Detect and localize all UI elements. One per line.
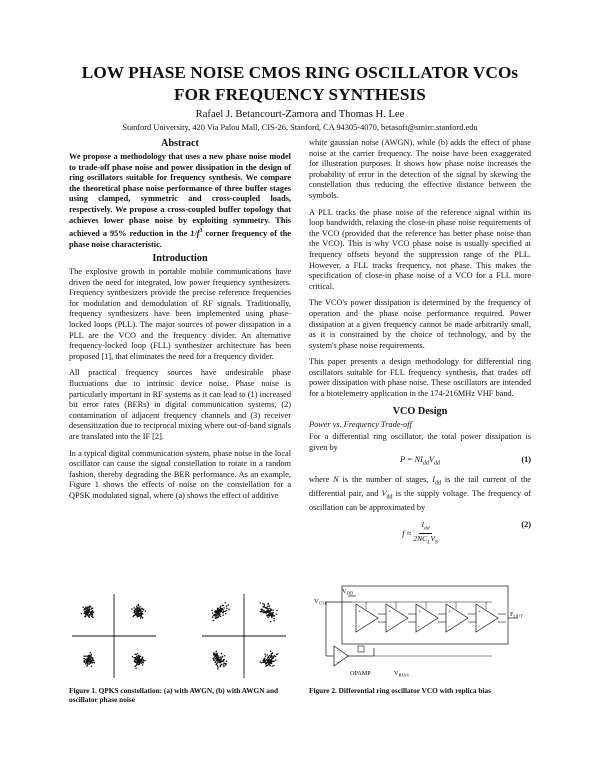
constellation-point [90, 661, 92, 663]
constellation-point [85, 614, 87, 616]
constellation-point [89, 663, 91, 665]
constellation-point [272, 609, 274, 611]
equation-1: $P = NI_{dd}V_{dd}$ (1) [399, 455, 531, 468]
vbias-label: $V_{BIAS}$ [394, 670, 409, 678]
constellation-point [217, 659, 219, 661]
constellation-point [224, 611, 226, 613]
constellation-point [266, 608, 268, 610]
intro-paragraph-3: In a typical digital communication system, phase noise in the local oscillator can cause the signal constellation to rotate in a random fashion, thereby degrading the BER performance. As an example, Figure 1 shows the effects of noise on the constellation for a QPSK modulated signal, where (a) shows the effect of additive [69, 448, 291, 500]
constellation-point [223, 666, 225, 668]
constellation-point [219, 662, 221, 664]
constellation-point [86, 660, 88, 662]
constellation-point [83, 660, 85, 662]
constellation-point [226, 607, 228, 609]
stage-minus: - [478, 625, 480, 630]
constellation-point [266, 665, 268, 667]
constellation-point [83, 612, 85, 614]
constellation-point [83, 609, 85, 611]
fout-label: $F_{OUT}$ [510, 611, 523, 619]
constellation-point [267, 662, 269, 664]
equation-1-number: (1) [521, 455, 531, 465]
constellation-point [213, 620, 215, 622]
constellation-point [212, 616, 214, 618]
constellation-point [215, 664, 217, 666]
constellation-point [224, 602, 226, 604]
constellation-point [135, 667, 137, 669]
constellation-point [88, 658, 90, 660]
constellation-point [88, 655, 90, 657]
constellation-point [134, 607, 136, 609]
constellation-point [139, 660, 141, 662]
constellation-point [223, 610, 225, 612]
constellation-point [132, 656, 134, 658]
opamp-label: OPAMP [350, 670, 371, 677]
constellation-point [272, 652, 274, 654]
constellation-point [276, 610, 278, 612]
constellation-point [261, 611, 263, 613]
constellation-point [273, 618, 275, 620]
constellation-point [270, 612, 272, 614]
constellation-point [86, 607, 88, 609]
constellation-point [271, 665, 273, 667]
vco-paragraph-2: where N is the number of stages, $I_{dd}$ is the tail current of the differential pair, and $V_{dd}$ is the supply voltage. The frequency of oscillation can be approximated by [309, 474, 531, 513]
constellation-point [261, 662, 263, 664]
constellation-point [220, 605, 222, 607]
right-paragraph-3: The VCO's power dissipation is determined by the frequency of operation and the phase noise performance required. Power dissipation at a given frequency cannot be made arbitrarily small, as it is constrained by the choice of technology, and by the system's phase noise requirements. [309, 298, 531, 350]
constellation-point [81, 613, 83, 615]
figure-2-caption: Figure 2. Differential ring oscillator VCO with replica bias [309, 686, 491, 695]
constellation-point [90, 613, 92, 615]
constellation-point [222, 611, 224, 613]
constellation-point [94, 662, 96, 664]
constellation-point [134, 611, 136, 613]
figure-1-caption: Figure 1. QPKS constellation: (a) with AWGN, (b) with AWGN and oscillator phase noise [69, 686, 279, 705]
equation-2: f ≈ $\frac{I_{dd}}{2NC_LV_S}$ (2) [402, 519, 531, 546]
constellation-point [217, 657, 219, 659]
stage-plus: + [358, 610, 361, 615]
constellation-point [85, 655, 87, 657]
constellation-point [271, 661, 273, 663]
constellation-point [266, 663, 268, 665]
constellation-point [264, 653, 266, 655]
constellation-point [140, 610, 142, 612]
constellation-point [268, 662, 270, 664]
stage-plus: + [478, 610, 481, 615]
constellation-point [269, 658, 271, 660]
constellation-point [270, 651, 272, 653]
constellation-point [226, 660, 228, 662]
constellation-point [217, 668, 219, 670]
constellation-point [138, 655, 140, 657]
constellation-point [225, 613, 227, 615]
constellation-point [134, 665, 136, 667]
constellation-point [270, 657, 272, 659]
constellation-point [86, 615, 88, 617]
constellation-point [85, 611, 87, 613]
constellation-point [84, 615, 86, 617]
constellation-point [215, 654, 217, 656]
constellation-point [269, 615, 271, 617]
constellation-point [228, 604, 230, 606]
constellation-point [138, 603, 140, 605]
constellation-point [136, 656, 138, 658]
constellation-point [272, 612, 274, 614]
title-line-2: FOR FREQUENCY SYNTHESIS [174, 85, 426, 104]
constellation-point [134, 615, 136, 617]
constellation-point [140, 662, 142, 664]
vdd-label: $V_{DD}$ [342, 588, 354, 596]
constellation-point [268, 608, 270, 610]
constellation-point [91, 616, 93, 618]
constellation-point [87, 655, 89, 657]
constellation-point [219, 614, 221, 616]
constellation-point [268, 604, 270, 606]
constellation-point [225, 664, 227, 666]
constellation-point [141, 659, 143, 661]
constellation-point [134, 654, 136, 656]
constellation-point [82, 607, 84, 609]
constellation-point [269, 611, 271, 613]
constellation-point [263, 659, 265, 661]
right-paragraph-2: A PLL tracks the phase noise of the reference signal within its loop bandwidth, relaxing the close-in phase noise requirements of the VCO (provided that the reference has better phase noise than the VCO). This is why VCO phase noise is usually specified at frequency offsets beyond the suppression range of the PLL. However, a FLL tracks frequency, not phase. This makes the specification of close-in phase noise of a VCO for a FLL more critical. [309, 207, 531, 291]
constellation-point [139, 615, 141, 617]
affiliation: Stanford University, 420 Via Palou Mall, CIS-26, Stanford, CA 94305-4070, betasoft@smirc.stanford.edu [122, 123, 478, 132]
authors: Rafael J. Betancourt-Zamora and Thomas H. Lee [195, 109, 405, 120]
title-line-1: LOW PHASE NOISE CMOS RING OSCILLATOR VCOs [81, 63, 519, 82]
constellation-point [223, 605, 225, 607]
constellation-point [226, 610, 228, 612]
constellation-point [86, 612, 88, 614]
constellation-point [268, 612, 270, 614]
constellation-point [216, 615, 218, 617]
constellation-point [270, 659, 272, 661]
constellation-point [215, 661, 217, 663]
constellation-point [213, 615, 215, 617]
constellation-point [144, 660, 146, 662]
constellation-point [142, 611, 144, 613]
constellation-point [222, 614, 224, 616]
constellation-point [226, 605, 228, 607]
constellation-point [219, 660, 221, 662]
introduction-heading: Introduction [152, 253, 208, 265]
constellation-point [91, 665, 93, 667]
constellation-point [260, 608, 262, 610]
constellation-point [139, 606, 141, 608]
constellation-point [139, 657, 141, 659]
constellation-a [72, 594, 156, 678]
power-frequency-subheading: Power vs. Frequency Trade-off [309, 419, 412, 429]
constellation-point [140, 617, 142, 619]
svg-text:-: - [337, 649, 339, 654]
constellation-point [89, 605, 91, 607]
constellation-point [268, 656, 270, 658]
constellation-point [276, 613, 278, 615]
constellation-point [131, 608, 133, 610]
stage-minus: - [388, 625, 390, 630]
constellation-point [221, 664, 223, 666]
constellation-point [84, 661, 86, 663]
constellation-point [137, 616, 139, 618]
vco-paragraph-1: For a differential ring oscillator, the total power dissipation is given by [309, 432, 531, 452]
constellation-point [141, 617, 143, 619]
constellation-point [263, 610, 265, 612]
constellation-point [228, 608, 230, 610]
constellation-point [214, 615, 216, 617]
stage-minus: - [358, 625, 360, 630]
constellation-point [215, 651, 217, 653]
constellation-point [263, 660, 265, 662]
constellation-point [86, 665, 88, 667]
constellation-point [92, 662, 94, 664]
constellation-point [221, 608, 223, 610]
constellation-point [217, 609, 219, 611]
constellation-point [87, 609, 89, 611]
constellation-point [145, 610, 147, 612]
constellation-point [89, 656, 91, 658]
constellation-point [223, 607, 225, 609]
constellation-point [263, 662, 265, 664]
abstract-text: We propose a methodology that uses a new phase noise model to trade-off phase noise and power dissipation in the design of ring oscillators suitable for frequency synthesis. We compare the theoretical phase noise performance of three buffer stages using clamped, symmetric and cross-coupled loads, respectively. We propose a cross-coupled buffer topology that achieves lower phase noise by exploiting symmetry. This achieved a 95% reduction in the $1/f^3$ corner frequency of the phase noise characteristic. [69, 152, 291, 249]
constellation-point [273, 620, 275, 622]
constellation-point [137, 653, 139, 655]
stage-minus: - [448, 625, 450, 630]
constellation-point [269, 605, 271, 607]
constellation-point [91, 608, 93, 610]
constellation-point [92, 658, 94, 660]
constellation-point [223, 659, 225, 661]
constellation-point [267, 658, 269, 660]
right-paragraph-1: white gaussian noise (AWGN), while (b) adds the effect of phase noise at the carrier frequency. The noise have been exaggerated for illustration purposes. It shows how phase noise increases the probability of error in the detection of the signal by skewing the constellation thus reducing the effective distance between the symbols. [309, 138, 531, 200]
constellation-point [267, 654, 269, 656]
constellation-point [142, 656, 144, 658]
constellation-point [217, 666, 219, 668]
constellation-point [137, 610, 139, 612]
constellation-point [215, 658, 217, 660]
constellation-point [87, 606, 89, 608]
equation-2-number: (2) [521, 519, 531, 529]
right-column [309, 138, 531, 553]
constellation-point [137, 661, 139, 663]
constellation-point [260, 661, 262, 663]
stage-plus: + [388, 610, 391, 615]
paper-title [40, 62, 560, 106]
constellation-point [267, 660, 269, 662]
constellation-point [260, 611, 262, 613]
constellation-point [220, 611, 222, 613]
constellation-point [271, 615, 273, 617]
constellation-point [138, 605, 140, 607]
constellation-point [83, 655, 85, 657]
constellation-point [85, 661, 87, 663]
constellation-point [271, 656, 273, 658]
constellation-point [221, 653, 223, 655]
constellation-point [224, 663, 226, 665]
constellation-point [264, 603, 266, 605]
constellation-point [91, 611, 93, 613]
constellation-point [136, 605, 138, 607]
abstract-heading: Abstract [161, 138, 199, 149]
constellation-point [223, 664, 225, 666]
stage-plus: + [448, 610, 451, 615]
constellation-point [222, 656, 224, 658]
constellation-point [271, 617, 273, 619]
constellation-point [136, 613, 138, 615]
constellation-point [270, 621, 272, 623]
constellation-point [136, 663, 138, 665]
constellation-point [85, 663, 87, 665]
constellation-point [137, 608, 139, 610]
constellation-point [88, 615, 90, 617]
constellation-point [219, 659, 221, 661]
constellation-point [267, 606, 269, 608]
constellation-point [212, 612, 214, 614]
constellation-point [83, 658, 85, 660]
constellation-point [273, 655, 275, 657]
constellation-point [139, 609, 141, 611]
constellation-point [212, 657, 214, 659]
constellation-point [277, 653, 279, 655]
constellation-point [265, 655, 267, 657]
constellation-point [134, 659, 136, 661]
constellation-point [89, 609, 91, 611]
constellation-point [143, 660, 145, 662]
constellation-point [224, 655, 226, 657]
constellation-point [271, 609, 273, 611]
constellation-point [263, 612, 265, 614]
figure-1-constellations [69, 590, 291, 682]
vco-design-heading: VCO Design [392, 405, 448, 417]
constellation-point [142, 664, 144, 666]
constellation-point [220, 656, 222, 658]
constellation-point [217, 611, 219, 613]
constellation-point [269, 613, 271, 615]
constellation-point [141, 608, 143, 610]
constellation-point [272, 661, 274, 663]
right-paragraph-4: This paper presents a design methodology for differential ring oscillators suitable for FLL frequency synthesis, that trades off power dissipation with phase noise. These oscillators are intended for a biotelemetry application in the 174-216MHz VHF band. [309, 357, 531, 399]
constellation-point [269, 655, 271, 657]
constellation-point [215, 617, 217, 619]
constellation-point [92, 614, 94, 616]
constellation-point [136, 658, 138, 660]
constellation-point [275, 659, 277, 661]
constellation-point [271, 658, 273, 660]
constellation-point [265, 611, 267, 613]
constellation-point [267, 615, 269, 617]
constellation-point [220, 616, 222, 618]
constellation-point [91, 657, 93, 659]
constellation-point [220, 661, 222, 663]
constellation-point [87, 610, 89, 612]
constellation-point [217, 665, 219, 667]
constellation-point [217, 661, 219, 663]
vctl-label: $V_{CTL}$ [314, 598, 328, 606]
constellation-point [211, 610, 213, 612]
intro-paragraph-2: All practical frequency sources have undesirable phase fluctuations due to intrinsic device noise. Phase noise is particularly important in RF systems as it can lead to (1) increased bit error rates (BERs) in digital communication systems, (2) contamination of adjacent frequency channels and (3) receiver desensitization due to reciprocal mixing where out-of-band signals are translated into the IF [2]. [69, 368, 291, 442]
constellation-point [260, 602, 262, 604]
constellation-point [89, 614, 91, 616]
constellation-point [217, 613, 219, 615]
constellation-point [93, 660, 95, 662]
constellation-point [141, 615, 143, 617]
constellation-point [142, 662, 144, 664]
constellation-point [262, 603, 264, 605]
intro-paragraph-1: The explosive growth in portable mobile communications have driven the need for integrated, low power frequency synthesizers. Frequency synthesizers provide the precise reference frequencies for modulation and demodulation of RF signals. Traditionally, frequency synthesizers have been implemented using phase-locked loops (PLL). The major sources of power dissipation in a PLL are the VCO and the frequency divider. An alternative frequency-locked loop (FLL) synthesizer architecture has been proposed [1], that eliminates the need for a frequency divider. [69, 267, 291, 361]
svg-text:+: + [337, 661, 340, 666]
stage-minus: - [418, 625, 420, 630]
constellation-point [135, 608, 137, 610]
constellation-point [89, 659, 91, 661]
constellation-point [267, 617, 269, 619]
constellation-point [267, 610, 269, 612]
figure-2-ring-oscillator [312, 580, 534, 680]
stage-plus: + [418, 610, 421, 615]
constellation-point [136, 611, 138, 613]
constellation-point [90, 654, 92, 656]
left-column [69, 138, 291, 508]
constellation-point [273, 665, 275, 667]
constellation-point [262, 606, 264, 608]
constellation-point [214, 656, 216, 658]
constellation-point [269, 665, 271, 667]
constellation-point [90, 652, 92, 654]
